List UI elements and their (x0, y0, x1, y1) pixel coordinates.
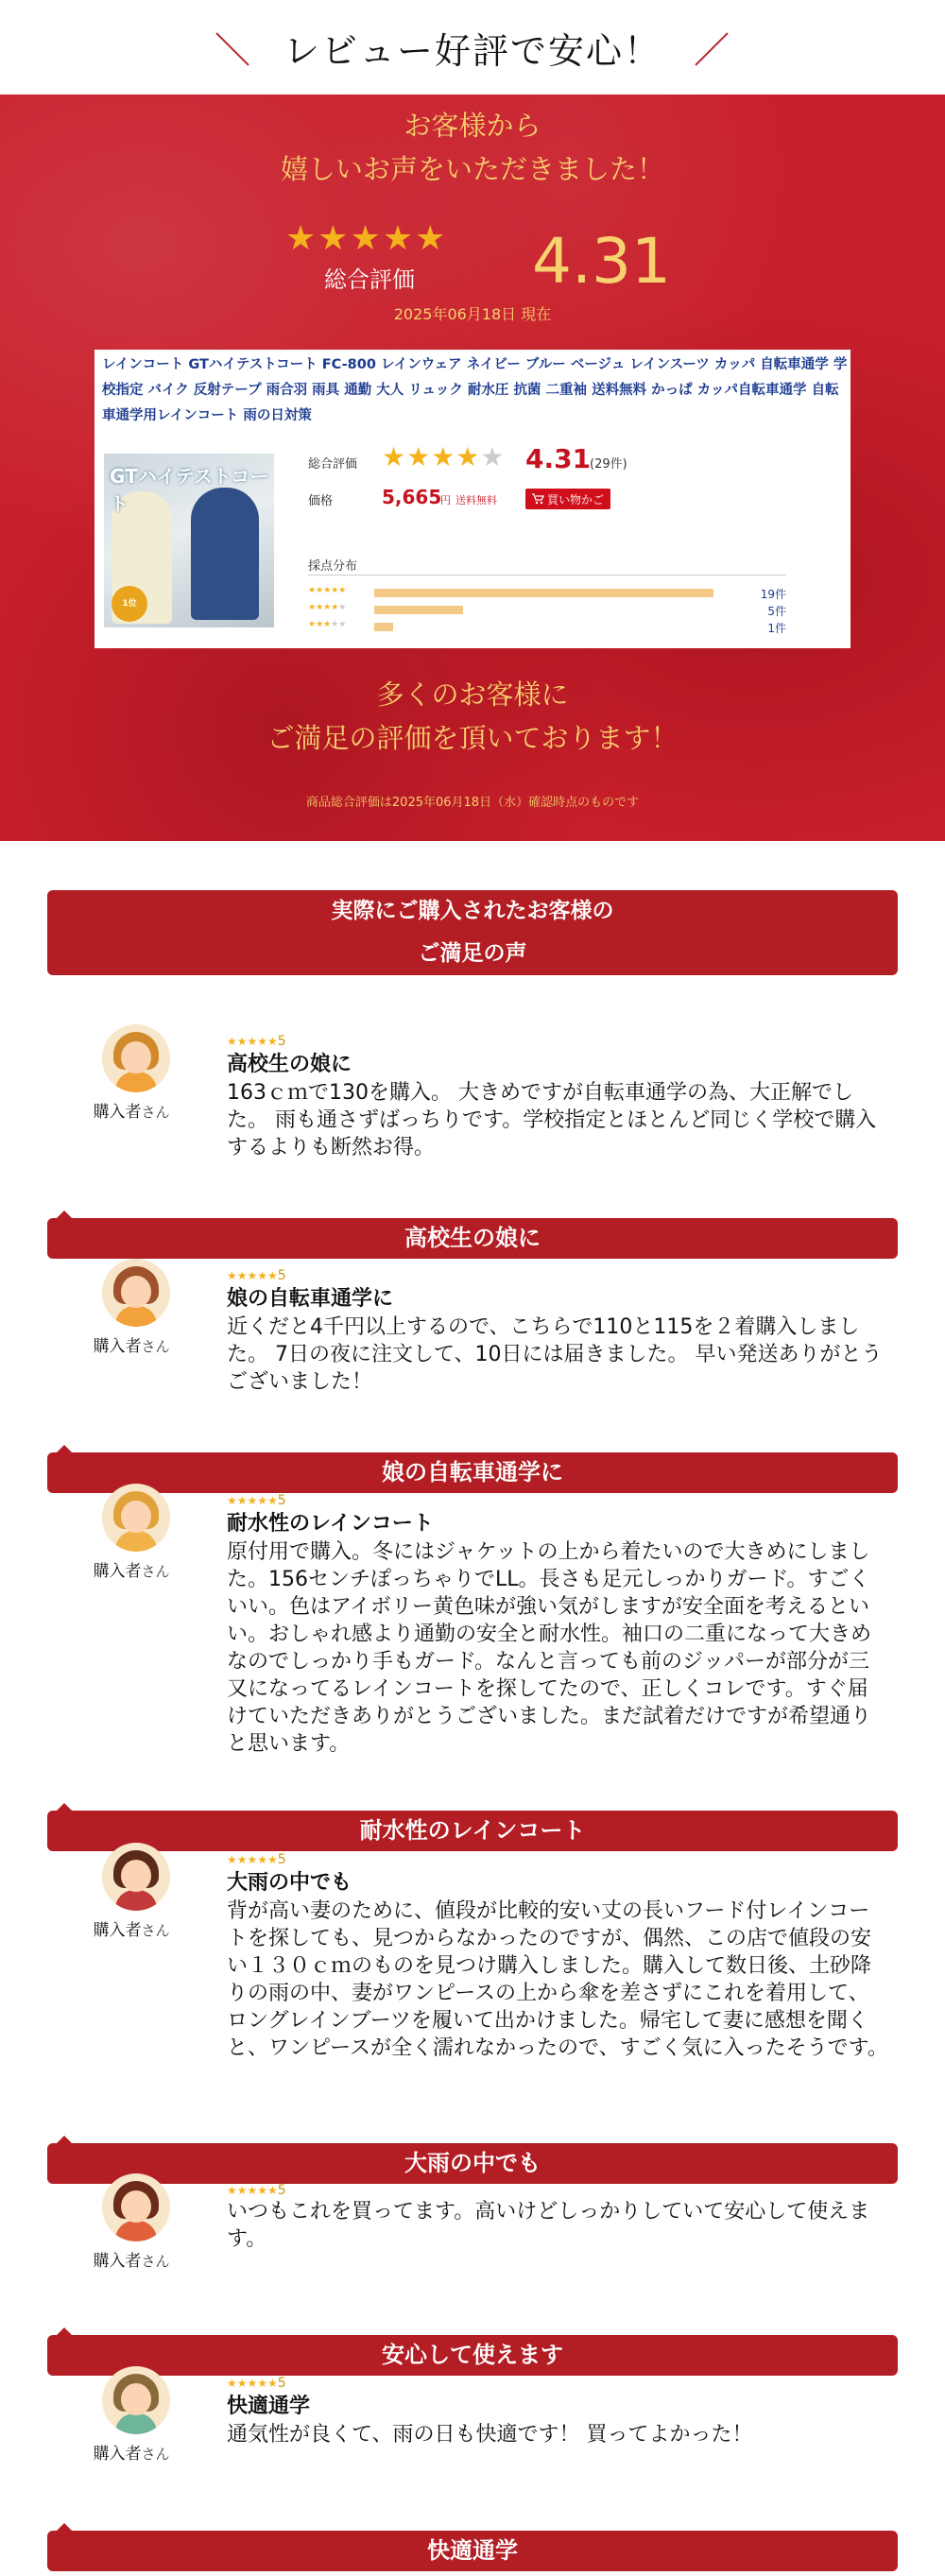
avatar (102, 1843, 170, 1911)
review-rating: 5 (277, 2376, 286, 2391)
review-rating: 5 (277, 1034, 286, 1049)
avatar-face (121, 1041, 151, 1073)
rating-date: 2025年06月18日 現在 (393, 305, 552, 323)
review-title: 大雨の中でも (227, 1871, 352, 1895)
review-text: 近くだと4千円以上するので、こちらで110と115を２着購入しました。 7日の夜に注文して、10日には届きました。 早い発送ありがとうございました！ (227, 1315, 883, 1394)
avatar (102, 1484, 170, 1552)
distribution-count[interactable]: 1件 (767, 622, 786, 635)
review-text: 原付用で購入。冬にはジャケットの上から着たいので大きめにしました。156センチぽっちゃりでLL。長さも足元しっかりガード。すごくいい。色はアイボリー黄色味が強い気がしますが安全面を考えるといい。おしゃれ感より通勤の安全と耐水性。袖口の二重になって大きめなのでしっかり手もガード。なんと言っても前のジッパーが部分が三又になってるレインコートを探してたので、正しくコレです。すぐ届けていただきありがとうございました。まだ試着だけですが希望通りと思います。 (227, 1540, 872, 1756)
hero-bottom-line2: ご満足の評価を頂いております！ (266, 722, 679, 754)
hero-intro-line1: お客様から (404, 110, 541, 142)
rating-stars: ★★★★★ (285, 219, 448, 258)
review-banner: 高校生の娘に (47, 1218, 898, 1259)
distribution-row[interactable] (308, 601, 786, 618)
reviewer-label: 購入者 (93, 2252, 142, 2271)
avatar-face (121, 1860, 151, 1892)
distribution-bar (374, 606, 463, 614)
add-to-cart-label: 買い物かご (546, 492, 604, 507)
cart-icon (532, 493, 544, 505)
reviewer-label: 購入者 (93, 2445, 142, 2464)
review-item (0, 1843, 945, 2176)
review-star-icons: ★★★★★ (227, 2377, 278, 2390)
page-title: レビュー好評で安心！ (283, 29, 662, 72)
reviewer (93, 1259, 174, 1356)
avatar (102, 1024, 170, 1092)
distribution-row[interactable] (308, 618, 786, 635)
reviewer-suffix: さん (141, 1563, 170, 1580)
reviewer (93, 1843, 174, 1940)
review-title: 娘の自転車通学に (227, 1287, 394, 1311)
reviewer-name (89, 2247, 174, 2271)
product-price: 5,665 (382, 486, 442, 508)
review-star-icons: ★★★★★ (227, 1853, 278, 1866)
review-item (0, 2173, 945, 2366)
avatar-face (121, 2190, 151, 2223)
avatar (102, 1259, 170, 1327)
reviewer-label: 購入者 (93, 1562, 142, 1581)
decorative-slash-left (215, 32, 249, 65)
review-body (227, 2183, 888, 2253)
reviewer (93, 2366, 174, 2464)
distribution-stars-filled: ★★★★★ (308, 586, 347, 595)
review-stars (227, 1493, 888, 1508)
distribution-stars (308, 620, 346, 629)
reviewer (93, 1024, 174, 1122)
decorative-slash-right (695, 32, 728, 65)
review-rating: 5 (277, 2183, 286, 2198)
review-item (0, 1024, 945, 1259)
reviewer-suffix: さん (141, 2446, 170, 2463)
review-body (227, 2376, 888, 2448)
avatar-body (115, 1890, 157, 1911)
review-star-icons: ★★★★★ (227, 1035, 278, 1048)
review-rating: 5 (277, 1493, 286, 1508)
review-rating: 5 (277, 1852, 286, 1867)
distribution-stars-filled: ★★★★ (308, 603, 339, 612)
reviewer-name (89, 1916, 174, 1940)
review-banner: 耐水性のレインコート (47, 1811, 898, 1851)
review-hero (0, 94, 945, 841)
reviewer-name (89, 1557, 174, 1581)
hero-intro (0, 104, 945, 191)
avatar-body (115, 1072, 157, 1092)
reviewer-suffix: さん (141, 1338, 170, 1355)
label-overall-rating: 総合評価 (308, 457, 358, 472)
shipping-free: 送料無料 (455, 494, 497, 507)
label-price: 価格 (308, 494, 334, 508)
avatar-body (115, 2413, 157, 2434)
review-stars (227, 1034, 888, 1049)
review-count-link[interactable]: (29件) (590, 457, 627, 472)
stars-filled: ★★★★ (382, 441, 481, 472)
avatar-body (115, 1531, 157, 1552)
avatar (102, 2366, 170, 2434)
review-list (0, 1024, 945, 2567)
voices-header-line1: 実際にご購入されたお客様の (331, 899, 614, 923)
distribution-stars-empty: ★★ (331, 620, 347, 629)
product-image[interactable] (104, 454, 274, 627)
review-item (0, 1259, 945, 1484)
hero-intro-line2: 嬉しいお声をいただきました！ (280, 153, 664, 185)
reviewer (93, 2173, 174, 2271)
voices-header (47, 890, 898, 975)
review-banner: 快適通学 (47, 2531, 898, 2571)
distribution-stars-empty: ★ (338, 603, 347, 612)
ranking-medal-icon: 1位 (112, 586, 147, 622)
review-banner: 大雨の中でも (47, 2143, 898, 2184)
review-text: いつもこれを買ってます。高いけどしっかりしていて安心して使えます。 (227, 2200, 870, 2251)
avatar-body (115, 1306, 157, 1327)
reviewer-label: 購入者 (93, 1337, 142, 1356)
review-text: 背が高い妻のために、値段が比較的安い丈の長いフード付レインコートを探しても、見つからなかったのですが、偶然、この店で値段の安い１３０ｃｍのものを見つけ購入しました。購入して数日後、土砂降りの雨の中、妻がワンピースの上から傘を差さずにこれを着用して、ロングレインブーツを履いて出かけました。帰宅して妻に感想を聞くと、ワンピースが全く濡れなかったので、すごく気に入ったそうです。 (227, 1899, 888, 2060)
distribution-bar (374, 623, 393, 631)
distribution-count[interactable]: 5件 (767, 605, 786, 618)
product-score: 4.31 (525, 443, 592, 474)
reviewer-suffix: さん (141, 1922, 170, 1939)
reviewer-name (89, 1332, 174, 1356)
distribution-stars (308, 603, 346, 612)
avatar-face (121, 2383, 151, 2415)
review-stars (227, 1268, 888, 1283)
review-body (227, 1034, 888, 1161)
reviewer-label: 購入者 (93, 1103, 142, 1122)
hero-footnote: 商品総合評価は2025年06月18日（水）確認時点のものです (305, 796, 640, 810)
review-star-icons: ★★★★★ (227, 2184, 278, 2197)
stars-empty: ★ (480, 441, 506, 472)
distribution-count[interactable]: 19件 (760, 588, 786, 601)
review-stars (227, 2183, 888, 2198)
voices-header-line2: ご満足の声 (418, 941, 527, 966)
avatar-face (121, 1276, 151, 1308)
review-banner: 娘の自転車通学に (47, 1452, 898, 1493)
page-header (0, 0, 945, 94)
review-item (0, 1484, 945, 1843)
reviewer-name (89, 1098, 174, 1122)
review-body (227, 1493, 888, 1758)
reviewer (93, 1484, 174, 1581)
distribution-row[interactable] (308, 584, 786, 601)
review-rating: 5 (277, 1268, 286, 1283)
reviewer-label: 購入者 (93, 1921, 142, 1940)
reviewer-suffix: さん (141, 1104, 170, 1121)
review-star-icons: ★★★★★ (227, 1494, 278, 1507)
product-stars (382, 441, 506, 472)
review-body (227, 1268, 888, 1396)
rating-label: 総合評価 (324, 266, 415, 293)
distribution-bar (374, 589, 713, 597)
review-body (227, 1852, 888, 2062)
review-text: 通気性が良くて、雨の日も快適です！ 買ってよかった！ (227, 2423, 753, 2447)
review-stars (227, 2376, 888, 2391)
product-title-link[interactable]: レインコート GTハイテストコート FC-800 レインウェア ネイビー ブルー ベージュ レインスーツ カッパ 自転車通学 学校指定 バイク 反射テープ 雨合羽 雨具 通勤 大人 リュック 耐水圧 抗菌 二重袖 送料無料 かっぱ カッパ自転車通学 自転車通学用レインコート 雨の日対策 (102, 357, 848, 423)
hero-bottom-line1: 多くのお客様に (376, 678, 569, 711)
distribution-stars (308, 586, 346, 595)
review-title: 耐水性のレインコート (227, 1512, 434, 1536)
reviewer-suffix: さん (141, 2253, 170, 2270)
avatar (102, 2173, 170, 2241)
review-stars (227, 1852, 888, 1867)
review-item (0, 2366, 945, 2567)
avatar-face (121, 1501, 151, 1533)
add-to-cart-button[interactable] (525, 489, 610, 509)
avatar-body (115, 2221, 157, 2241)
distribution-stars-filled: ★★★ (308, 620, 332, 629)
rating-value: 4.31 (532, 225, 671, 298)
review-title: 快適通学 (227, 2395, 311, 2418)
review-star-icons: ★★★★★ (227, 1269, 278, 1282)
review-banner: 安心して使えます (47, 2335, 898, 2376)
review-text: 163ｃｍで130を購入。 大きめですが自転車通学の為、大正解でした。 雨も通さずばっちりです。学校指定とほとんど同じく学校で購入するよりも断然お得。 (227, 1081, 877, 1159)
review-title: 高校生の娘に (227, 1053, 352, 1076)
hero-bottom-message (0, 673, 945, 760)
product-image-label: GTハイテストコート (110, 465, 269, 515)
price-unit: 円 (440, 494, 451, 507)
label-distribution: 採点分布 (308, 559, 358, 574)
reviewer-name (89, 2440, 174, 2464)
product-card (94, 350, 850, 648)
